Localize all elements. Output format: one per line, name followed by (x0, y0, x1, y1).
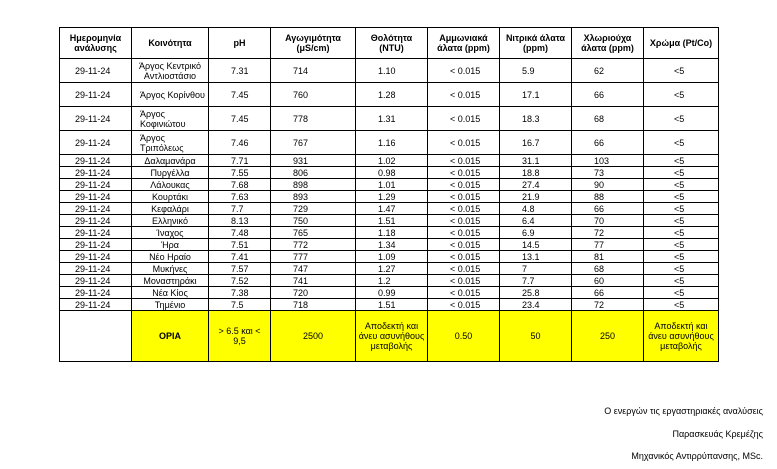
cell-nitrates: 23.4 (500, 299, 572, 311)
cell-turbidity: 1.16 (356, 131, 428, 155)
cell-chlorides: 66 (572, 83, 644, 107)
cell-ammonium: < 0.015 (428, 203, 500, 215)
cell-nitrates: 25.8 (500, 287, 572, 299)
cell-community: Άργος Κοφινιώτου (132, 107, 209, 131)
header-ammonium: Αμμωνιακά άλατα (ppm) (428, 28, 500, 59)
signature-role: Μηχανικός Αντιρρύπανσης, MSc. (631, 451, 763, 461)
cell-conductivity: 777 (271, 251, 356, 263)
signature-name: Παρασκευάς Κρεμέζης (672, 429, 763, 439)
table-row (60, 299, 719, 311)
cell-community: Μυκήνες (132, 263, 209, 275)
header-nitrates: Νιτρικά άλατα (ppm) (500, 28, 572, 59)
cell-chlorides: 70 (572, 215, 644, 227)
cell-turbidity: 1.47 (356, 203, 428, 215)
table-row (60, 131, 719, 155)
cell-ammonium: < 0.015 (428, 275, 500, 287)
cell-chlorides: 81 (572, 251, 644, 263)
cell-date: 29-11-24 (60, 287, 132, 299)
cell-color: <5 (644, 263, 719, 275)
cell-nitrates: 7 (500, 263, 572, 275)
cell-chlorides: 68 (572, 263, 644, 275)
limits-row (60, 311, 719, 362)
cell-chlorides: 60 (572, 275, 644, 287)
table-row (60, 167, 719, 179)
header-row (60, 28, 719, 59)
cell-chlorides: 66 (572, 203, 644, 215)
cell-conductivity: 720 (271, 287, 356, 299)
cell-ph: 7.52 (209, 275, 271, 287)
cell-turbidity: 1.28 (356, 83, 428, 107)
cell-turbidity: 1.34 (356, 239, 428, 251)
cell-community: Νέα Κίος (132, 287, 209, 299)
cell-nitrates: 16.7 (500, 131, 572, 155)
table-row (60, 263, 719, 275)
cell-community: Νέο Ηραίο (132, 251, 209, 263)
cell-turbidity: 1.31 (356, 107, 428, 131)
cell-ammonium: < 0.015 (428, 251, 500, 263)
cell-ammonium: < 0.015 (428, 59, 500, 83)
limits-color: Αποδεκτή και άνευ ασυνήθους μεταβολής (644, 311, 719, 362)
cell-ammonium: < 0.015 (428, 239, 500, 251)
cell-ammonium: < 0.015 (428, 83, 500, 107)
cell-color: <5 (644, 131, 719, 155)
cell-turbidity: 1.01 (356, 179, 428, 191)
cell-chlorides: 90 (572, 179, 644, 191)
cell-community: Ελληνικό (132, 215, 209, 227)
cell-conductivity: 741 (271, 275, 356, 287)
cell-nitrates: 18.3 (500, 107, 572, 131)
cell-conductivity: 772 (271, 239, 356, 251)
table-row (60, 287, 719, 299)
cell-ammonium: < 0.015 (428, 191, 500, 203)
limits-chlorides: 250 (572, 311, 644, 362)
cell-conductivity: 778 (271, 107, 356, 131)
cell-color: <5 (644, 227, 719, 239)
cell-ph: 7.68 (209, 179, 271, 191)
cell-chlorides: 72 (572, 299, 644, 311)
cell-chlorides: 88 (572, 191, 644, 203)
table-row (60, 191, 719, 203)
cell-community: Ίναχος (132, 227, 209, 239)
limits-conductivity: 2500 (271, 311, 356, 362)
cell-color: <5 (644, 215, 719, 227)
cell-turbidity: 1.09 (356, 251, 428, 263)
cell-date: 29-11-24 (60, 263, 132, 275)
cell-nitrates: 7.7 (500, 275, 572, 287)
signature-title: Ο ενεργών τις εργαστηριακές αναλύσεις (604, 406, 763, 416)
table-row (60, 251, 719, 263)
cell-turbidity: 0.98 (356, 167, 428, 179)
table-row (60, 275, 719, 287)
cell-nitrates: 13.1 (500, 251, 572, 263)
header-community: Κοινότητα (132, 28, 209, 59)
cell-color: <5 (644, 167, 719, 179)
table-body (60, 59, 719, 311)
cell-color: <5 (644, 299, 719, 311)
header-chlorides: Χλωριούχα άλατα (ppm) (572, 28, 644, 59)
cell-chlorides: 77 (572, 239, 644, 251)
cell-nitrates: 18.8 (500, 167, 572, 179)
cell-community: Πυργέλλα (132, 167, 209, 179)
cell-date: 29-11-24 (60, 167, 132, 179)
table-row (60, 227, 719, 239)
cell-date: 29-11-24 (60, 275, 132, 287)
cell-ammonium: < 0.015 (428, 167, 500, 179)
cell-community: Λάλουκας (132, 179, 209, 191)
table-row (60, 107, 719, 131)
cell-date: 29-11-24 (60, 107, 132, 131)
cell-community: Κουρτάκι (132, 191, 209, 203)
cell-nitrates: 17.1 (500, 83, 572, 107)
cell-date: 29-11-24 (60, 59, 132, 83)
water-quality-table (59, 27, 719, 362)
header-conductivity: Αγωγιμότητα (μS/cm) (271, 28, 356, 59)
cell-conductivity: 760 (271, 83, 356, 107)
cell-nitrates: 14.5 (500, 239, 572, 251)
cell-nitrates: 4.8 (500, 203, 572, 215)
cell-ph: 7.46 (209, 131, 271, 155)
cell-community: Άργος Κορίνθου (132, 83, 209, 107)
cell-turbidity: 0.99 (356, 287, 428, 299)
cell-community: Κεφαλάρι (132, 203, 209, 215)
cell-chlorides: 68 (572, 107, 644, 131)
cell-turbidity: 1.02 (356, 155, 428, 167)
limits-label: ΟΡΙΑ (132, 311, 209, 362)
cell-color: <5 (644, 287, 719, 299)
cell-color: <5 (644, 239, 719, 251)
cell-chlorides: 72 (572, 227, 644, 239)
limits-empty-cell (60, 311, 132, 362)
cell-community: Ήρα (132, 239, 209, 251)
limits-ammonium: 0.50 (428, 311, 500, 362)
cell-date: 29-11-24 (60, 227, 132, 239)
table-row (60, 203, 719, 215)
limits-nitrates: 50 (500, 311, 572, 362)
cell-turbidity: 1.18 (356, 227, 428, 239)
cell-turbidity: 1.10 (356, 59, 428, 83)
cell-nitrates: 21.9 (500, 191, 572, 203)
cell-turbidity: 1.29 (356, 191, 428, 203)
cell-color: <5 (644, 191, 719, 203)
cell-ph: 7.41 (209, 251, 271, 263)
cell-ammonium: < 0.015 (428, 131, 500, 155)
cell-ph: 7.45 (209, 83, 271, 107)
cell-date: 29-11-24 (60, 239, 132, 251)
cell-community: Τημένιο (132, 299, 209, 311)
cell-ph: 7.71 (209, 155, 271, 167)
header-date: Ημερομηνία ανάλυσης (60, 28, 132, 59)
cell-date: 29-11-24 (60, 179, 132, 191)
cell-nitrates: 5.9 (500, 59, 572, 83)
cell-ph: 7.7 (209, 203, 271, 215)
cell-conductivity: 718 (271, 299, 356, 311)
cell-color: <5 (644, 59, 719, 83)
cell-chlorides: 66 (572, 287, 644, 299)
cell-ph: 7.45 (209, 107, 271, 131)
cell-conductivity: 893 (271, 191, 356, 203)
cell-date: 29-11-24 (60, 251, 132, 263)
cell-nitrates: 6.9 (500, 227, 572, 239)
table-row (60, 215, 719, 227)
cell-ammonium: < 0.015 (428, 227, 500, 239)
table-row (60, 239, 719, 251)
cell-conductivity: 806 (271, 167, 356, 179)
cell-conductivity: 931 (271, 155, 356, 167)
cell-ammonium: < 0.015 (428, 179, 500, 191)
cell-ammonium: < 0.015 (428, 107, 500, 131)
cell-color: <5 (644, 107, 719, 131)
cell-date: 29-11-24 (60, 215, 132, 227)
cell-chlorides: 62 (572, 59, 644, 83)
cell-ph: 7.63 (209, 191, 271, 203)
cell-date: 29-11-24 (60, 155, 132, 167)
cell-ammonium: < 0.015 (428, 263, 500, 275)
cell-color: <5 (644, 203, 719, 215)
header-color: Χρώμα (Pt/Co) (644, 28, 719, 59)
cell-date: 29-11-24 (60, 191, 132, 203)
cell-turbidity: 1.51 (356, 299, 428, 311)
cell-conductivity: 747 (271, 263, 356, 275)
cell-nitrates: 27.4 (500, 179, 572, 191)
cell-date: 29-11-24 (60, 203, 132, 215)
cell-nitrates: 31.1 (500, 155, 572, 167)
cell-ph: 7.38 (209, 287, 271, 299)
cell-chlorides: 73 (572, 167, 644, 179)
cell-ammonium: < 0.015 (428, 215, 500, 227)
cell-ph: 7.57 (209, 263, 271, 275)
cell-ammonium: < 0.015 (428, 155, 500, 167)
cell-community: Άργος Τριπόλεως (132, 131, 209, 155)
header-ph: pH (209, 28, 271, 59)
cell-conductivity: 729 (271, 203, 356, 215)
cell-community: Δαλαμανάρα (132, 155, 209, 167)
cell-color: <5 (644, 155, 719, 167)
cell-conductivity: 767 (271, 131, 356, 155)
limits-ph: > 6.5 και < 9,5 (209, 311, 271, 362)
cell-nitrates: 6.4 (500, 215, 572, 227)
cell-conductivity: 765 (271, 227, 356, 239)
cell-date: 29-11-24 (60, 83, 132, 107)
table-row (60, 83, 719, 107)
cell-color: <5 (644, 251, 719, 263)
cell-turbidity: 1.2 (356, 275, 428, 287)
header-turbidity: Θολότητα (NTU) (356, 28, 428, 59)
cell-turbidity: 1.27 (356, 263, 428, 275)
cell-ph: 7.48 (209, 227, 271, 239)
cell-date: 29-11-24 (60, 299, 132, 311)
cell-ammonium: < 0.015 (428, 299, 500, 311)
limits-turbidity: Αποδεκτή και άνευ ασυνήθους μεταβολής (356, 311, 428, 362)
cell-color: <5 (644, 83, 719, 107)
cell-color: <5 (644, 275, 719, 287)
cell-chlorides: 103 (572, 155, 644, 167)
cell-community: Άργος Κεντρικό Αντλιοστάσιο (132, 59, 209, 83)
cell-date: 29-11-24 (60, 131, 132, 155)
cell-ph: 7.55 (209, 167, 271, 179)
table-row (60, 155, 719, 167)
cell-turbidity: 1.51 (356, 215, 428, 227)
cell-ph: 7.31 (209, 59, 271, 83)
cell-chlorides: 66 (572, 131, 644, 155)
cell-ph: 7.51 (209, 239, 271, 251)
cell-ph: 8.13 (209, 215, 271, 227)
cell-ammonium: < 0.015 (428, 287, 500, 299)
cell-conductivity: 898 (271, 179, 356, 191)
cell-community: Μοναστηράκι (132, 275, 209, 287)
table-row (60, 179, 719, 191)
cell-conductivity: 714 (271, 59, 356, 83)
cell-ph: 7.5 (209, 299, 271, 311)
cell-color: <5 (644, 179, 719, 191)
cell-conductivity: 750 (271, 215, 356, 227)
table-row (60, 59, 719, 83)
